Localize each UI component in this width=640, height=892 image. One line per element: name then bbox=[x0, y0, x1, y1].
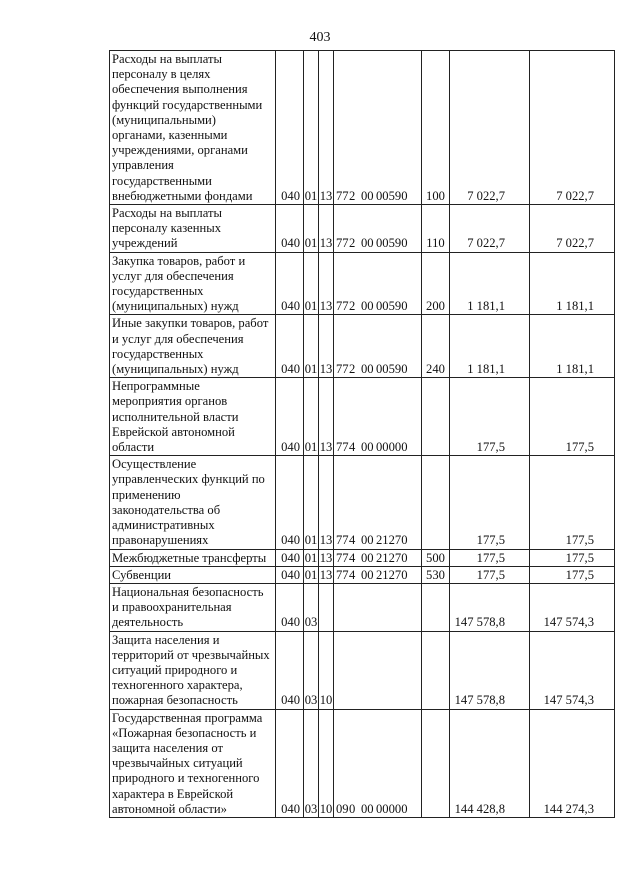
ced-code-cell: 040 bbox=[276, 549, 304, 566]
target-article-code-cell bbox=[334, 51, 422, 205]
amount-executed-cell: 1 181,1 bbox=[530, 252, 615, 315]
row-name-cell bbox=[110, 252, 276, 315]
target-article-segment: 00590 bbox=[376, 362, 408, 377]
amount-planned-cell: 177,5 bbox=[450, 378, 530, 456]
ced-code-cell: 040 bbox=[276, 631, 304, 709]
amount-planned-cell: 177,5 bbox=[450, 566, 530, 583]
target-article-segment: 2 bbox=[349, 299, 356, 314]
section-code-cell: 03 bbox=[304, 583, 319, 631]
target-article-segment: 77 bbox=[336, 236, 349, 251]
target-article-segment: 77 bbox=[336, 362, 349, 377]
amount-executed-cell: 7 022,7 bbox=[530, 205, 615, 253]
row-name-line: Государственная программа bbox=[112, 710, 263, 725]
section-code-cell: 01 bbox=[304, 51, 319, 205]
row-name-cell bbox=[110, 456, 276, 549]
target-article-segment: 77 bbox=[336, 550, 349, 565]
target-article-segment: 21270 bbox=[376, 550, 408, 565]
row-name-cell bbox=[110, 51, 276, 205]
target-article-segment: 77 bbox=[336, 299, 349, 314]
row-name-line: управления bbox=[112, 158, 174, 173]
table-row bbox=[110, 583, 615, 631]
amount-planned-cell: 144 428,8 bbox=[450, 709, 530, 817]
table-row bbox=[110, 378, 615, 456]
row-name-line: применению bbox=[112, 487, 181, 502]
amount-planned-cell: 1 181,1 bbox=[450, 315, 530, 378]
target-article-segment: 4 bbox=[349, 440, 356, 455]
ced-code-cell: 040 bbox=[276, 252, 304, 315]
row-name-line: административных bbox=[112, 518, 215, 533]
target-article-segment: 2 bbox=[349, 188, 356, 203]
subsection-code-cell: 13 bbox=[319, 205, 334, 253]
target-article-segment: 4 bbox=[349, 550, 356, 565]
budget-table bbox=[109, 50, 615, 818]
row-name-line: (муниципальными) bbox=[112, 112, 216, 127]
section-code-cell: 01 bbox=[304, 205, 319, 253]
table-row bbox=[110, 709, 615, 817]
amount-planned-cell: 7 022,7 bbox=[450, 51, 530, 205]
target-article-segment: 00 bbox=[361, 188, 374, 203]
subsection-code-cell: 13 bbox=[319, 550, 333, 565]
target-article-code-cell bbox=[334, 205, 422, 253]
target-article-segment: 00 bbox=[361, 533, 374, 548]
row-name-line: исполнительной власти bbox=[112, 409, 239, 424]
section-code-cell: 03 bbox=[304, 631, 319, 709]
target-article-segment: 77 bbox=[336, 188, 349, 203]
row-name-line: органами, казенными bbox=[112, 128, 228, 143]
subsection-code-cell: 13 bbox=[319, 456, 334, 549]
amount-planned-cell: 1 181,1 bbox=[450, 252, 530, 315]
table-row bbox=[110, 456, 615, 549]
amount-executed-cell: 177,5 bbox=[530, 456, 615, 549]
row-name-line: пожарная безопасность bbox=[112, 693, 238, 708]
table-row bbox=[110, 51, 615, 205]
section-code-cell: 01 bbox=[304, 378, 319, 456]
amount-planned-cell: 177,5 bbox=[450, 549, 530, 566]
row-name-cell bbox=[110, 709, 276, 817]
row-name-line: и правоохранительная bbox=[112, 600, 232, 615]
row-name-line: защита населения от bbox=[112, 740, 223, 755]
section-code-cell: 01 bbox=[304, 456, 319, 549]
section-code-cell: 01 bbox=[304, 567, 318, 582]
row-name-line: чрезвычайных ситуаций bbox=[112, 756, 243, 771]
target-article-segment: 00000 bbox=[376, 440, 408, 455]
section-code-cell: 03 bbox=[304, 709, 319, 817]
target-article-code-cell bbox=[334, 709, 422, 817]
row-name-line: государственными bbox=[112, 173, 212, 188]
row-name-line: правонарушениях bbox=[112, 533, 209, 548]
row-name-line: Непрограммные bbox=[112, 379, 200, 394]
target-article-segment: 77 bbox=[336, 567, 349, 582]
expense-type-code-cell bbox=[422, 456, 450, 549]
subsection-code-cell: 13 bbox=[319, 315, 334, 378]
target-article-code-cell bbox=[334, 252, 422, 315]
row-name-line: техногенного характера, bbox=[112, 678, 243, 693]
target-article-segment: 00590 bbox=[376, 236, 408, 251]
target-article-segment: 00 bbox=[361, 440, 374, 455]
amount-executed-cell: 147 574,3 bbox=[530, 631, 615, 709]
row-name-line: территорий от чрезвычайных bbox=[112, 647, 270, 662]
section-code-cell: 01 bbox=[304, 550, 318, 565]
target-article-segment: 21270 bbox=[376, 567, 408, 582]
expense-type-code-cell: 240 bbox=[422, 315, 450, 378]
row-name-line: Расходы на выплаты bbox=[112, 206, 222, 221]
target-article-segment: 4 bbox=[349, 567, 356, 582]
subsection-code-cell: 13 bbox=[319, 567, 333, 582]
amount-executed-cell: 177,5 bbox=[530, 549, 615, 566]
target-article-segment: 00 bbox=[361, 801, 374, 816]
table-row bbox=[110, 631, 615, 709]
amount-planned-cell: 147 578,8 bbox=[450, 583, 530, 631]
target-article-segment: 00 bbox=[361, 550, 374, 565]
amount-executed-cell: 177,5 bbox=[530, 378, 615, 456]
subsection-code-cell: 13 bbox=[319, 378, 334, 456]
row-name-line: Расходы на выплаты bbox=[112, 52, 222, 66]
ced-code-cell: 040 bbox=[276, 378, 304, 456]
table-row bbox=[110, 252, 615, 315]
row-name-line: Национальная безопасность bbox=[112, 584, 264, 599]
row-name-line: автономной области» bbox=[112, 801, 227, 816]
row-name-line: учреждений bbox=[112, 236, 178, 251]
table-row bbox=[110, 566, 615, 583]
row-name-line: Иные закупки товаров, работ bbox=[112, 316, 269, 331]
page-number: 403 bbox=[309, 30, 331, 45]
row-name-line: управленческих функций по bbox=[112, 472, 265, 487]
target-article-code-cell bbox=[334, 631, 422, 709]
row-name-line: обеспечения выполнения bbox=[112, 82, 248, 97]
amount-executed-cell: 177,5 bbox=[530, 566, 615, 583]
target-article-segment: 00 bbox=[361, 362, 374, 377]
row-name-line: функций государственными bbox=[112, 97, 263, 112]
row-name-line: Межбюджетные трансферты bbox=[112, 550, 267, 565]
row-name-line: услуг для обеспечения bbox=[112, 268, 234, 283]
target-article-code-cell bbox=[334, 378, 422, 456]
row-name-cell bbox=[110, 631, 276, 709]
row-name-cell bbox=[110, 549, 276, 566]
target-article-code-cell bbox=[334, 315, 422, 378]
expense-type-code-cell: 100 bbox=[422, 51, 450, 205]
target-article-segment: 09 bbox=[336, 801, 349, 816]
target-article-segment: 00590 bbox=[376, 188, 408, 203]
row-name-cell bbox=[110, 205, 276, 253]
expense-type-code-cell: 110 bbox=[422, 205, 450, 253]
target-article-code-cell bbox=[334, 456, 422, 549]
row-name-line: государственных bbox=[112, 284, 204, 299]
target-article-segment: 21270 bbox=[376, 533, 408, 548]
amount-executed-cell: 147 574,3 bbox=[530, 583, 615, 631]
row-name-line: Защита населения и bbox=[112, 632, 220, 647]
row-name-line: ситуаций природного и bbox=[112, 662, 238, 677]
target-article-segment: 4 bbox=[349, 533, 356, 548]
row-name-line: Еврейской автономной bbox=[112, 424, 235, 439]
row-name-cell bbox=[110, 315, 276, 378]
row-name-cell bbox=[110, 583, 276, 631]
table-row bbox=[110, 549, 615, 566]
target-article-segment: 0 bbox=[349, 801, 356, 816]
expense-type-code-cell: 200 bbox=[422, 252, 450, 315]
expense-type-code-cell bbox=[422, 709, 450, 817]
row-name-line: учреждениями, органами bbox=[112, 143, 248, 158]
table-body bbox=[110, 51, 615, 818]
row-name-line: природного и техногенного bbox=[112, 771, 260, 786]
row-name-line: мероприятия органов bbox=[112, 394, 228, 409]
row-name-line: характера в Еврейской bbox=[112, 786, 234, 801]
subsection-code-cell: 13 bbox=[319, 51, 334, 205]
ced-code-cell: 040 bbox=[276, 709, 304, 817]
table-row bbox=[110, 315, 615, 378]
row-name-line: Субвенции bbox=[112, 567, 172, 582]
target-article-segment: 2 bbox=[349, 362, 356, 377]
row-name-line: и услуг для обеспечения bbox=[112, 331, 244, 346]
amount-planned-cell: 7 022,7 bbox=[450, 205, 530, 253]
ced-code-cell: 040 bbox=[276, 583, 304, 631]
expense-type-code-cell: 500 bbox=[422, 549, 450, 566]
target-article-segment: 2 bbox=[349, 236, 356, 251]
row-name-line: персоналу казенных bbox=[112, 221, 222, 236]
amount-executed-cell: 7 022,7 bbox=[530, 51, 615, 205]
row-name-line: законодательства об bbox=[112, 502, 221, 517]
expense-type-code-cell: 530 bbox=[422, 566, 450, 583]
target-article-segment: 00590 bbox=[376, 299, 408, 314]
subsection-code-cell: 13 bbox=[319, 252, 334, 315]
section-code-cell: 01 bbox=[304, 252, 319, 315]
ced-code-cell: 040 bbox=[276, 205, 304, 253]
subsection-code-cell: 10 bbox=[319, 709, 334, 817]
row-name-line: Закупка товаров, работ и bbox=[112, 253, 246, 268]
ced-code-cell: 040 bbox=[276, 456, 304, 549]
row-name-line: (муниципальных) нужд bbox=[112, 299, 239, 314]
row-name-line: «Пожарная безопасность и bbox=[112, 725, 257, 740]
expense-type-code-cell bbox=[422, 631, 450, 709]
ced-code-cell: 040 bbox=[276, 566, 304, 583]
row-name-line: Осуществление bbox=[112, 457, 197, 472]
table-row bbox=[110, 205, 615, 253]
target-article-code-cell bbox=[334, 566, 422, 583]
subsection-code-cell bbox=[319, 583, 334, 631]
target-article-segment: 77 bbox=[336, 440, 349, 455]
row-name-line: государственных bbox=[112, 346, 204, 361]
ced-code-cell: 040 bbox=[276, 315, 304, 378]
amount-planned-cell: 177,5 bbox=[450, 456, 530, 549]
target-article-code-cell bbox=[334, 583, 422, 631]
target-article-segment: 00 bbox=[361, 567, 374, 582]
target-article-segment: 00 bbox=[361, 236, 374, 251]
amount-executed-cell: 1 181,1 bbox=[530, 315, 615, 378]
target-article-segment: 00 bbox=[361, 299, 374, 314]
target-article-code-cell bbox=[334, 549, 422, 566]
row-name-line: области bbox=[112, 440, 155, 455]
subsection-code-cell: 10 bbox=[319, 631, 334, 709]
amount-executed-cell: 144 274,3 bbox=[530, 709, 615, 817]
section-code-cell: 01 bbox=[304, 315, 319, 378]
row-name-line: персоналу в целях bbox=[112, 67, 211, 82]
row-name-cell bbox=[110, 566, 276, 583]
row-name-cell bbox=[110, 378, 276, 456]
target-article-segment: 77 bbox=[336, 533, 349, 548]
expense-type-code-cell bbox=[422, 583, 450, 631]
row-name-line: (муниципальных) нужд bbox=[112, 362, 239, 377]
target-article-segment: 00000 bbox=[376, 801, 408, 816]
ced-code-cell: 040 bbox=[276, 51, 304, 205]
expense-type-code-cell bbox=[422, 378, 450, 456]
amount-planned-cell: 147 578,8 bbox=[450, 631, 530, 709]
row-name-line: внебюджетными фондами bbox=[112, 188, 253, 203]
row-name-line: деятельность bbox=[112, 615, 184, 630]
